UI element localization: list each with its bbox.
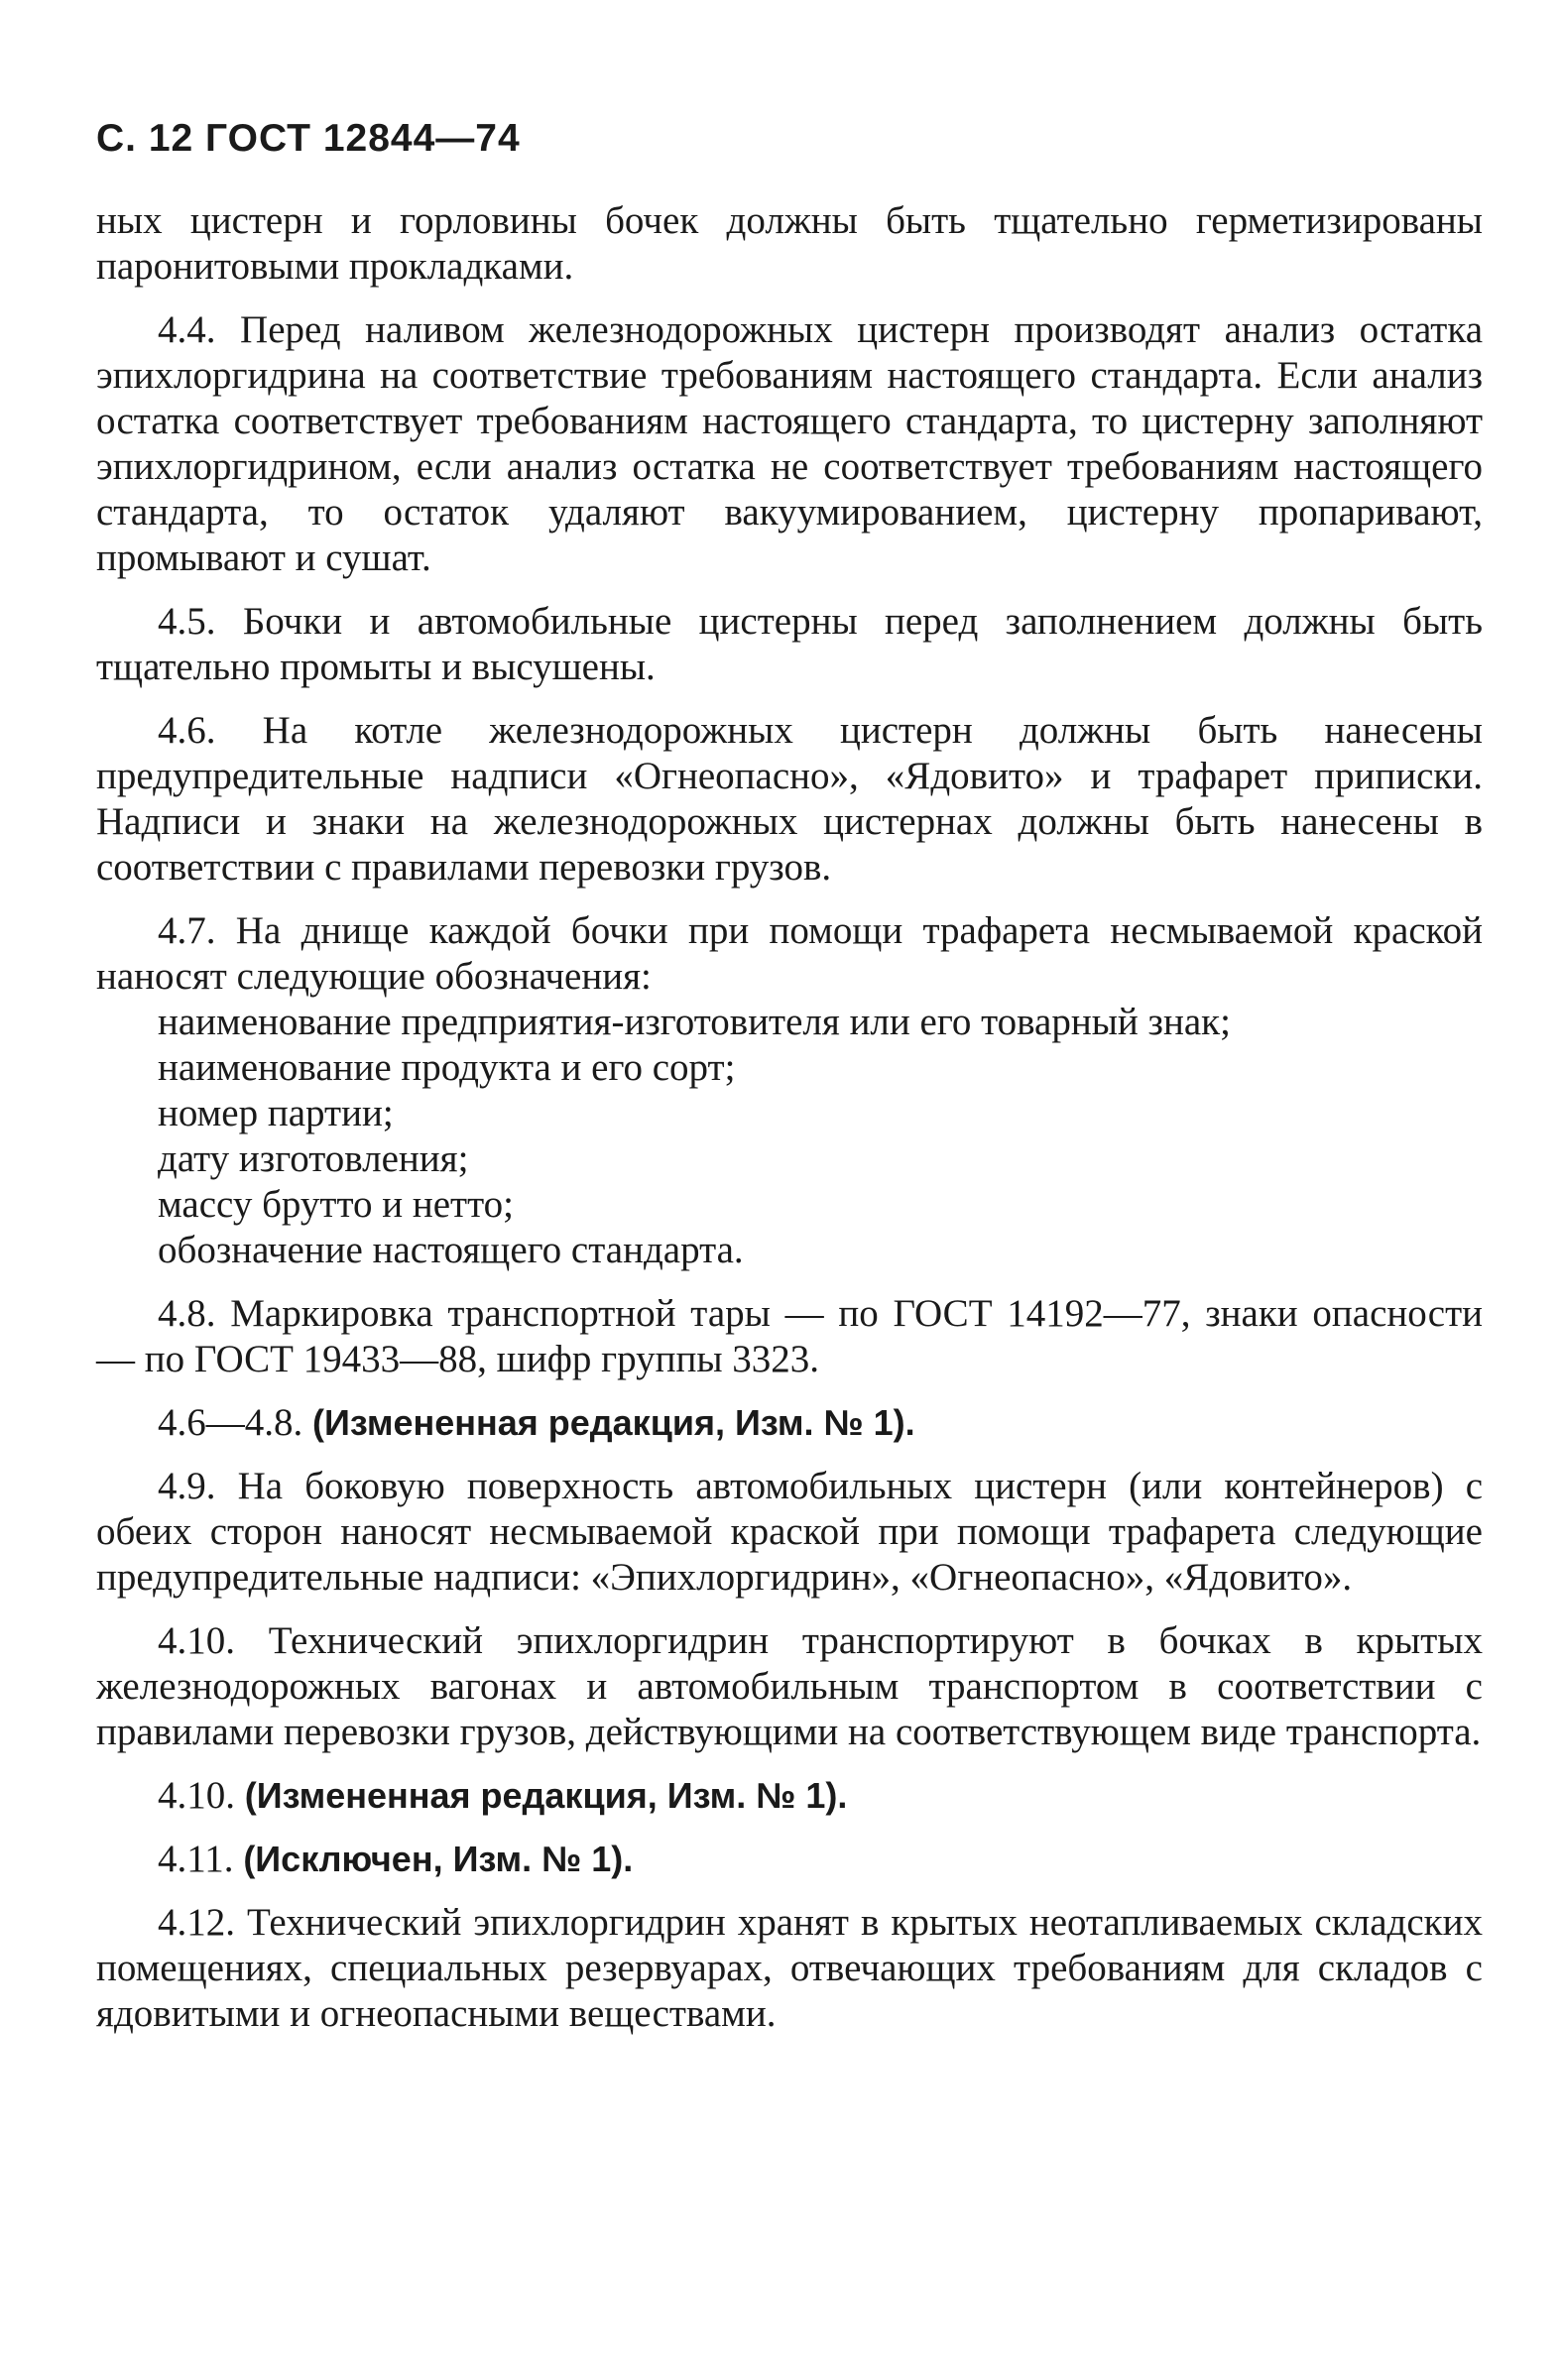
list-item: обозначение настоящего стандарта. [158,1229,744,1271]
paragraph-4-4: 4.4. Перед наливом железнодорожных цистерн производят анализ остатка эпихлоргидрина на соответствие требованиям настоящего стандарта. Если анализ остатка соответствует требованиям настоящего стандарта, то цистерну заполняют эпихлоргидрином, если анализ остатка не соответствует требованиям настоящего стандарта, то остаток удаляют вакуумированием, цистерну пропаривают, промывают и сушат. [96,308,1483,579]
list-item: массу брутто и нетто; [158,1183,514,1226]
paragraph-4-10: 4.10. Технический эпихлоргидрин транспортируют в бочках в крытых железнодорожных вагонах и автомобильным транспортом в соответствии с правилами перевозки грузов, действующими на соответствующем виде транспорта. [96,1619,1483,1753]
amendment-number: 4.6—4.8. [158,1401,303,1444]
paragraph-4-7: 4.7. На днище каждой бочки при помощи трафарета несмываемой краской наносят следующие обозначения: [96,909,1483,998]
amendment-text: (Измененная редакция, Изм. № 1). [244,1775,848,1816]
amendment-note-4-6-4-8 [96,1400,1483,1446]
page-header: С. 12 ГОСТ 12844—74 [96,117,521,160]
amendment-number: 4.10. [158,1774,235,1817]
paragraph-4-7-item-1: наименование предприятия-изготовителя или его товарный знак; [158,1001,1231,1043]
paragraph-4-8: 4.8. Маркировка транспортной тары — по ГОСТ 14192—77, знаки опасности — по ГОСТ 19433—88, шифр группы 3323. [96,1292,1483,1380]
amendment-number: 4.11. [158,1838,234,1880]
amendment-text: (Измененная редакция, Изм. № 1). [312,1402,915,1443]
paragraph-4-9: 4.9. На боковую поверхность автомобильных цистерн (или контейнеров) с обеих сторон наносят несмываемой краской при помощи трафарета следующие предупредительные надписи: «Эпихлоргидрин», «Огнеопасно», «Ядовито». [96,1465,1483,1599]
marking-list [96,1045,1483,1273]
paragraph-4-12: 4.12. Технический эпихлоргидрин хранят в крытых неотапливаемых складских помещениях, специальных резервуарах, отвечающих требованиям для складов с ядовитыми и огнеопасными веществами. [96,1901,1483,2035]
amendment-note-4-10 [96,1773,1483,1819]
paragraph-4-6: 4.6. На котле железнодорожных цистерн должны быть нанесены предупредительные надписи «Огнеопасно», «Ядовито» и трафарет приписки. Надписи и знаки на железнодорожных цистернах должны быть нанесены в соответствии с правилами перевозки грузов. [96,709,1483,889]
list-item: номер партии; [158,1092,394,1134]
amendment-text: (Исключен, Изм. № 1). [243,1839,634,1879]
list-item: дату изготовления; [158,1137,469,1180]
paragraph-intro: ных цистерн и горловины бочек должны быть тщательно герметизированы паронитовыми прокладками. [96,199,1483,288]
amendment-note-4-11 [96,1837,1483,1882]
document-body [96,198,1483,2055]
paragraph-4-5: 4.5. Бочки и автомобильные цистерны перед заполнением должны быть тщательно промыты и высушены. [96,600,1483,688]
list-item: наименование продукта и его сорт; [158,1046,736,1089]
